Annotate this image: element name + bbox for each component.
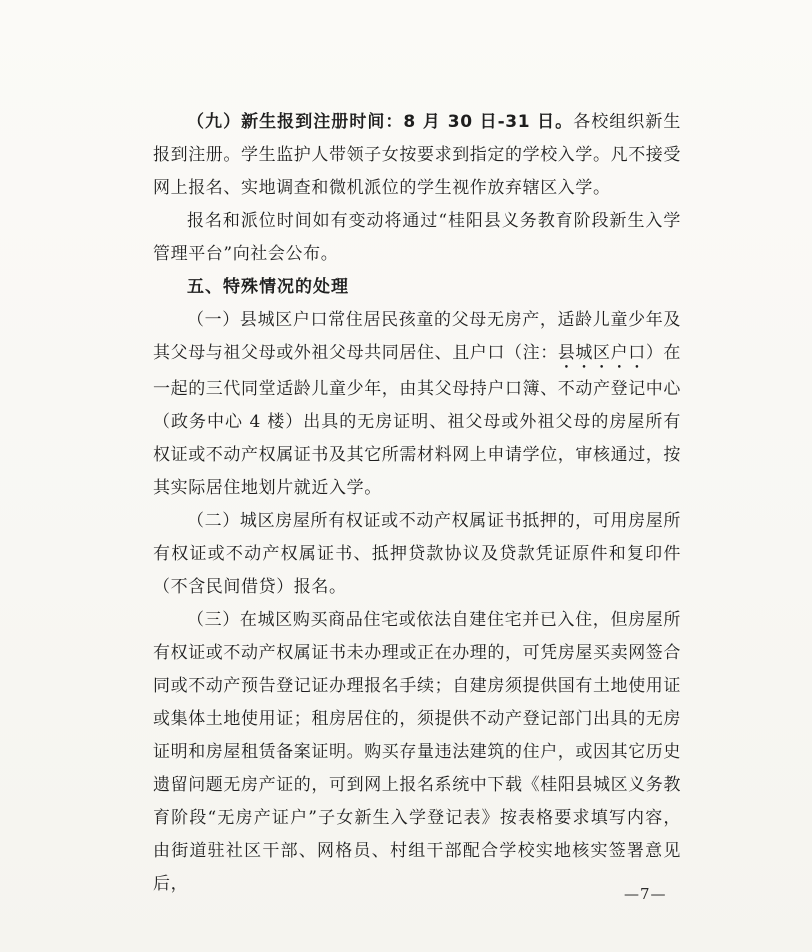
special-case-1-emphasis: 县城区户口 <box>557 343 646 363</box>
registration-time-body: 各校组织新生报到注册。学生监护人带领子女按要求到指定的学校入学。凡不接受网上报名、实地调查和微机派位的学生视作放弃辖区入学。 <box>153 112 681 198</box>
paragraph-registration-time <box>153 106 681 205</box>
paragraph-special-case-2: （二）城区房屋所有权证或不动产权属证书抵押的，可用房屋所有权证或不动产权属证书、抵押贷款协议及贷款凭证原件和复印件（不含民间借贷）报名。 <box>153 511 681 597</box>
paragraph-change-notice: 报名和派位时间如有变动将通过“桂阳县义务教育阶段新生入学管理平台”向社会公布。 <box>153 211 681 264</box>
page-number: —7— <box>624 885 667 903</box>
special-case-1-part1: （一）县城区户口常住居民孩童的父母无房产，适龄儿童少年及其父母与祖父母或外祖父母共同居住、且户口（注： <box>153 310 681 363</box>
paragraph-special-case-1 <box>153 304 681 505</box>
document-body <box>153 106 681 901</box>
section-heading-special-cases: 五、特殊情况的处理 <box>187 277 349 297</box>
registration-time-lead: （九）新生报到注册时间：8 月 30 日-31 日。 <box>187 112 574 132</box>
paragraph-special-case-3: （三）在城区购买商品住宅或依法自建住宅并已入住，但房屋所有权证或不动产权属证书未办理或正在办理的，可凭房屋买卖网签合同或不动产预告登记证办理报名手续；自建房须提供国有土地使用证或集体土地使用证；租房居住的，须提供不动产登记部门出具的无房证明和房屋租赁备案证明。购买存量违法建筑的住户，或因其它历史遗留问题无房产证的，可到网上报名系统中下载《桂阳县城区义务教育阶段“无房产证户”子女新生入学登记表》按表格要求填写内容，由街道驻社区干部、网格员、村组干部配合学校实地核实签署意见后， <box>153 610 681 894</box>
special-case-1-part2: ）在一起的三代同堂适龄儿童少年，由其父母持户口簿、不动产登记中心（政务中心 4 楼）出具的无房证明、祖父母或外祖父母的房屋所有权证或不动产权属证书及其它所需材料网上申请学位，审核通过，按其实际居住地划片就近入学。 <box>153 343 682 498</box>
